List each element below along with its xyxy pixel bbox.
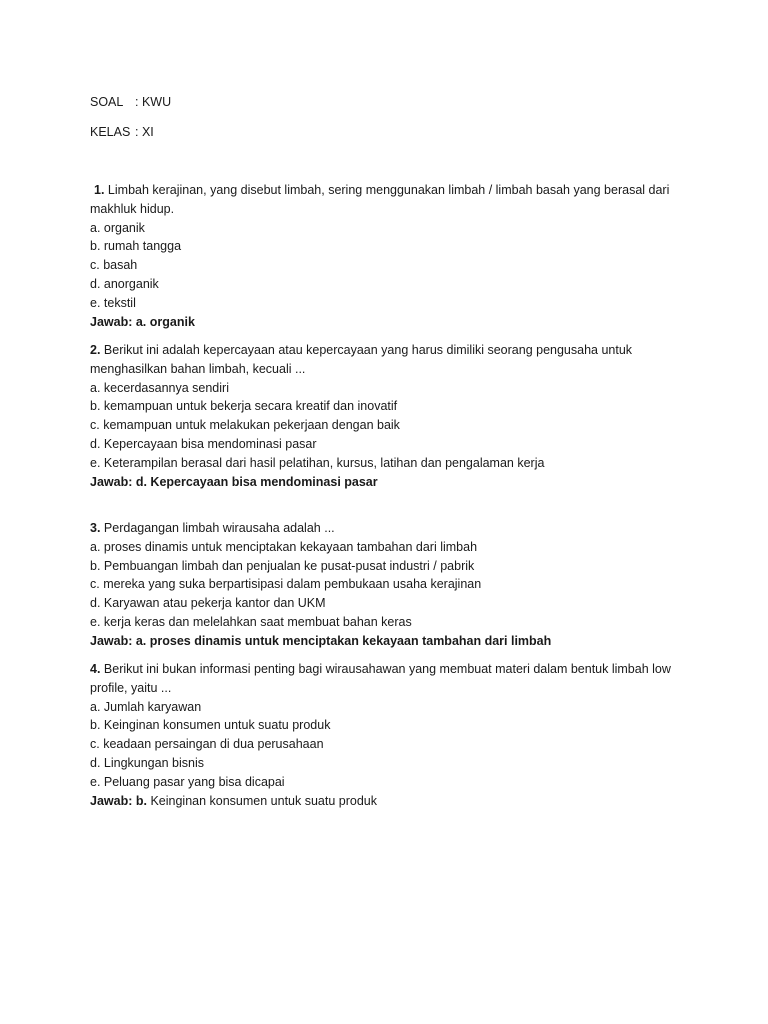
question-body: Perdagangan limbah wirausaha adalah ... [103, 521, 335, 535]
option-c: c. mereka yang suka berpartisipasi dalam pembukaan usaha kerajinan [90, 577, 482, 592]
question-text [90, 341, 690, 379]
option-b: b. rumah tangga [90, 239, 182, 254]
question-body: Berikut ini adalah kepercayaan atau kepercayaan yang harus dimiliki seorang pengusaha untuk menghasilkan bahan limbah, kecuali ... [90, 343, 633, 376]
option-e: e. tekstil [90, 295, 136, 310]
option-e: e. kerja keras dan melelahkan saat membuat bahan keras [90, 614, 412, 629]
question-body: Berikut ini bukan informasi penting bagi wirausahawan yang membuat materi dalam bentuk limbah low profile, yaitu ... [90, 662, 671, 695]
option-b: b. Keinginan konsumen untuk suatu produk [90, 718, 331, 733]
class-value: : XI [135, 125, 154, 139]
option-e: e. Keterampilan berasal dari hasil pelatihan, kursus, latihan dan pengalaman kerja [90, 455, 545, 470]
question-2 [90, 341, 690, 491]
option-a: a. proses dinamis untuk menciptakan kekayaan tambahan dari limbah [90, 539, 478, 554]
answer [90, 792, 690, 811]
subject-value: : KWU [135, 95, 172, 109]
option-a: a. kecerdasannya sendiri [90, 380, 229, 395]
header-class [90, 123, 390, 141]
option-b: b. kemampuan untuk bekerja secara kreatif dan inovatif [90, 399, 398, 414]
option-d: d. anorganik [90, 276, 159, 291]
question-number: 3. [90, 521, 101, 535]
question-text [90, 660, 690, 698]
option-a: a. organik [90, 220, 145, 235]
option-d: d. Karyawan atau pekerja kantor dan UKM [90, 596, 326, 611]
question-1 [90, 181, 690, 331]
answer: Jawab: a. organik [90, 314, 195, 329]
option-a: a. Jumlah karyawan [90, 699, 202, 714]
option-c: c. kemampuan untuk melakukan pekerjaan dengan baik [90, 418, 400, 433]
question-number: 2. [90, 343, 101, 357]
option-e: e. Peluang pasar yang bisa dicapai [90, 774, 285, 789]
question-4 [90, 660, 690, 810]
option-b: b. Pembuangan limbah dan penjualan ke pusat-pusat industri / pabrik [90, 558, 475, 573]
answer-text: Keinginan konsumen untuk suatu produk [146, 793, 377, 808]
question-3 [90, 519, 690, 651]
option-c: c. basah [90, 258, 138, 273]
option-c: c. keadaan persaingan di dua perusahaan [90, 737, 324, 752]
header-subject [90, 93, 390, 111]
option-d: d. Kepercayaan bisa mendominasi pasar [90, 436, 317, 451]
question-text [90, 519, 690, 538]
question-number: 4. [90, 662, 101, 676]
answer: Jawab: d. Kepercayaan bisa mendominasi pasar [90, 474, 378, 489]
question-body: Limbah kerajinan, yang disebut limbah, sering menggunakan limbah / limbah basah yang berasal dari makhluk hidup. [90, 183, 670, 216]
subject-label: SOAL [90, 95, 124, 109]
answer-key: Jawab: b. [90, 793, 147, 808]
question-text [90, 181, 690, 219]
question-number: 1. [94, 183, 105, 197]
class-label: KELAS [90, 125, 131, 139]
option-d: d. Lingkungan bisnis [90, 755, 204, 770]
answer: Jawab: a. proses dinamis untuk menciptakan kekayaan tambahan dari limbah [90, 633, 552, 648]
